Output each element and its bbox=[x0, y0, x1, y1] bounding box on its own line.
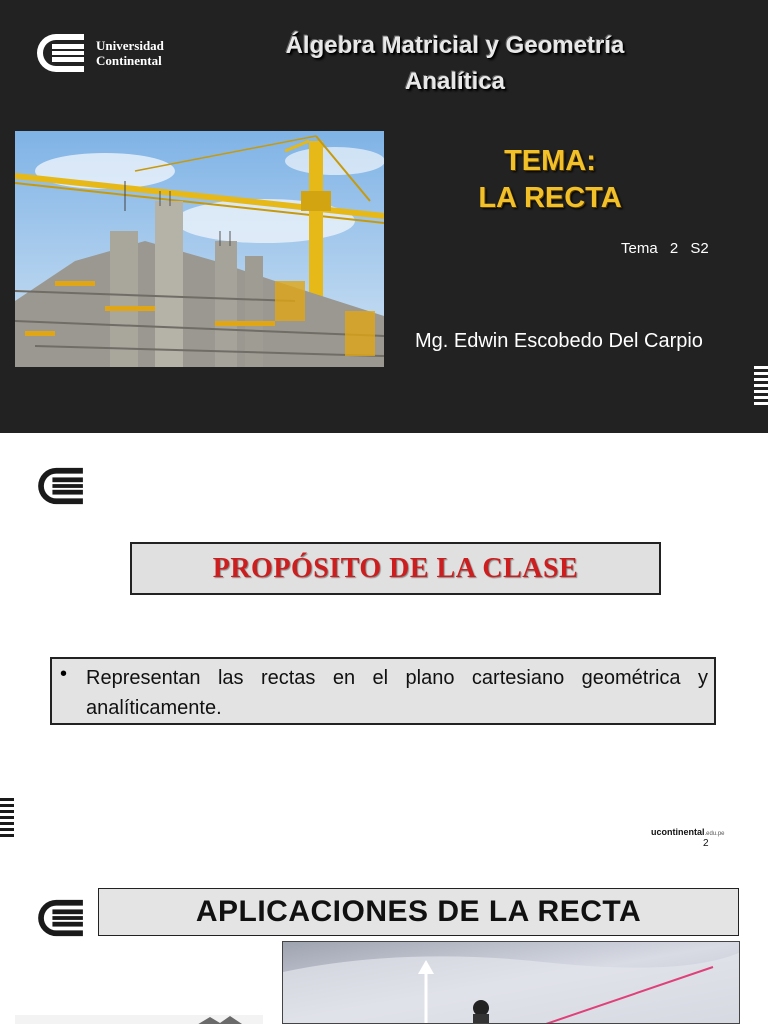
purpose-bullet-text: Representan las rectas en el plano cartesiano geométrica y analíticamente. bbox=[86, 667, 708, 719]
stripes-decoration-icon bbox=[754, 366, 768, 408]
topic-label: TEMA: bbox=[504, 145, 596, 177]
purpose-bullet-box bbox=[50, 657, 716, 725]
purpose-heading-box bbox=[130, 542, 661, 595]
course-title bbox=[250, 28, 660, 100]
continental-logo-icon bbox=[34, 466, 88, 506]
title-slide bbox=[0, 0, 768, 433]
continental-logo-icon bbox=[34, 898, 88, 938]
author-name: Mg. Edwin Escobedo Del Carpio bbox=[415, 330, 703, 352]
small-illustration bbox=[15, 1013, 263, 1024]
applications-heading-box bbox=[98, 888, 739, 936]
snow-slope-photo bbox=[282, 941, 740, 1024]
logo-wordmark bbox=[96, 38, 164, 68]
stripes-decoration-icon bbox=[0, 798, 14, 840]
applications-heading: APLICACIONES DE LA RECTA bbox=[195, 895, 642, 928]
continental-logo-icon bbox=[34, 32, 88, 74]
bullet-icon: • bbox=[60, 663, 68, 685]
applications-slide bbox=[0, 863, 768, 1024]
footer-brand-domain: .edu.pe bbox=[704, 831, 725, 837]
topic-number: Tema 2 S2 bbox=[621, 240, 709, 257]
purpose-heading: PROPÓSITO DE LA CLASE bbox=[212, 552, 579, 584]
footer-brand bbox=[651, 827, 725, 837]
page-number: 2 bbox=[703, 838, 709, 849]
logo-line-2: Continental bbox=[96, 53, 162, 68]
topic-heading bbox=[430, 143, 670, 217]
course-title-line-2: Analítica bbox=[404, 68, 506, 95]
topic-title: LA RECTA bbox=[478, 182, 622, 214]
purpose-slide bbox=[0, 433, 768, 863]
logo-line-1: Universidad bbox=[96, 38, 164, 53]
footer-brand-name: ucontinental bbox=[651, 827, 705, 837]
university-logo bbox=[34, 32, 164, 74]
course-title-line-1: Álgebra Matricial y Geometría bbox=[285, 32, 625, 59]
construction-crane-photo bbox=[15, 131, 384, 367]
